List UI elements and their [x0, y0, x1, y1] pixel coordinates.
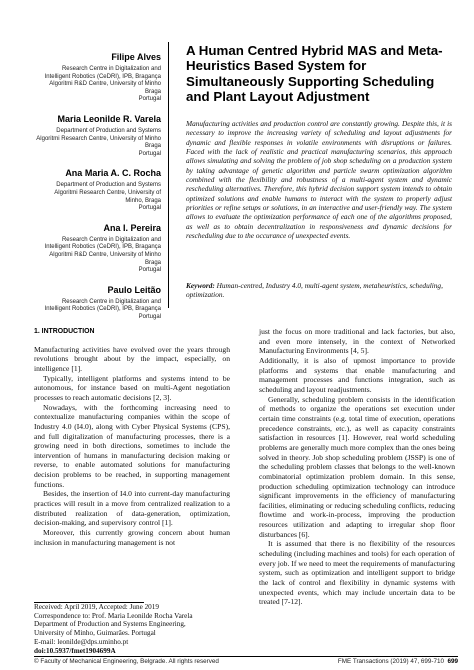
author-list	[10, 52, 161, 331]
column-divider	[168, 42, 169, 308]
paper-title: A Human Centred Hybrid MAS and Meta-Heuristics Based System for Simultaneously Supporting Scheduling and Plant Layout Adjustment	[186, 43, 443, 104]
footer-copyright: © Faculty of Mechanical Engineering, Belgrade. All rights reserved	[34, 658, 219, 665]
right-paragraphs	[259, 327, 455, 607]
author-affiliation-line: Portugal	[138, 313, 161, 320]
left-paragraphs	[34, 345, 230, 548]
author-name: Maria Leonilde R. Varela	[57, 113, 161, 124]
author-affiliation-line: Portugal	[138, 267, 161, 274]
author-block	[10, 168, 161, 212]
body-paragraph: Manufacturing activities have evolved over the years through revolutions brought about by the impact, especially, on intelligence [1].	[34, 344, 230, 373]
footnote-email: E-mail: leonilde@dps.uminho.pt	[34, 637, 129, 646]
author-affiliation-line: Department of Production and Systems	[56, 182, 161, 189]
abstract: Manufacturing activities and production control are constantly growing. Despite this, it is necessary to improve the increasing variety of scheduling and layout adjustments for dynamic and flexible responses in volatile environments with disruptions or failures. Faced with the lack of realistic and practical manufacturing scenarios, this approach allows simulating and solving the problem of job shop scheduling on a production system by taking advantage of genetic algorithm and particle swarm optimization algorithm combined with the flexibility and robustness of a multi-agent system and dynamic rescheduling alternatives. Therefore, this hybrid decision support system intends to obtain optimized solutions and enable humans to interact with the system to properly adjust priorities or refine setups or solutions, in an interactive and user-friendly way. The system allows to evaluate the optimization performance of each one of the algorithms proposed, as well as to obtain decentralization in responsiveness and dynamic decisions for rescheduling due to the occurance of unexpected events.	[186, 119, 452, 241]
keywords-text: Human-centred, Industry 4.0, multi-agent system, metaheuristics, scheduling, optimization.	[186, 281, 443, 300]
body-paragraph: Besides, the insertion of I4.0 into current-day manufacturing practices will result in a move from centralized realization to a distributed realization of data-generation, optimization, decision-making, and supervisory control [1].	[34, 489, 230, 528]
footnote-university: University of Minho, Guimarães. Portugal	[34, 629, 156, 638]
body-paragraph: just the focus on more traditional and lack factories, but also, and even more intensely, in the context of Networked Manufacturing Environments [4, 5].	[259, 327, 455, 356]
author-name: Filipe Alves	[111, 52, 161, 62]
footnote	[34, 603, 234, 655]
footnote-correspondence: Correspondence to: Prof. Maria Leonilde Rocha Varela	[34, 611, 193, 620]
footnote-received: Received: April 2019, Accepted: June 2019	[34, 603, 159, 611]
author-affiliation-line: Intelligent Robotics (CeDRI), IPB, Bragança	[44, 73, 161, 80]
section-heading: 1. INTRODUCTION	[34, 328, 95, 335]
author-affiliation-line: Algoritmi Research Centre, University of Minho	[36, 135, 161, 142]
author-affiliation-line: Research Centre in Digitalization and	[61, 66, 161, 72]
author-affiliation-line: Portugal	[138, 205, 161, 212]
author-block	[10, 52, 161, 104]
body-paragraph: It is assumed that there is no flexibility of the resources scheduling (including machines and tools) for each operation of every job. If we need to meet the requirements of manufacturing system, such as optimization and intelligent support to bridge the lack of control and flexibility in dynamic systems with unexpected events, which may include uncertain data to be treated [7-12].	[259, 539, 455, 607]
footnote-doi: doi:10.5937/fmet1904699A	[34, 646, 116, 655]
footer-journal-ref: FME Transactions (2019) 47, 699-710	[337, 658, 444, 665]
author-block	[10, 114, 161, 158]
author-affiliation-line: Portugal	[138, 96, 161, 103]
keywords	[186, 281, 452, 300]
author-affiliation-line: Intelligent Robotics (CeDRI), IPB, Bragança	[44, 244, 161, 251]
author-affiliation-line: Portugal	[138, 150, 161, 157]
keywords-label: Keyword:	[186, 281, 215, 290]
body-paragraph: Moreover, this currently growing concern about human inclusion in manufacturing management is not	[34, 528, 230, 547]
footer-journal	[338, 657, 458, 666]
author-affiliation-line: Research Centre in Digitalization and	[61, 236, 161, 243]
author-name: Paulo Leitão	[107, 284, 161, 295]
author-affiliation-line: Algoritmi R&D Centre, University of Minho	[49, 251, 161, 258]
author-affiliation-line: Braga	[144, 143, 161, 150]
author-name: Ana I. Pereira	[103, 222, 161, 233]
author-name: Ana Maria A. C. Rocha	[65, 168, 161, 179]
page-number: 699	[447, 658, 458, 665]
body-column-left	[34, 327, 230, 547]
author-affiliation-line: Braga	[144, 259, 161, 266]
author-affiliation-line: Algoritmi Research Centre, University of	[54, 189, 161, 196]
author-affiliation-line: Department of Production and Systems	[56, 127, 161, 134]
author-affiliation-line: Minho, Braga	[125, 197, 161, 204]
body-paragraph: Nowadays, with the forthcoming increasing need to contextualize manufacturing companies within the scope of Industry 4.0 (I4.0), along with Cyber Physical Systems (CPS), and full digitalization of manufacturing processes, there is a growing need in both directions, sometimes to include the intervention of humans in manufacturing decision making or reverse, to enable automated solutions for manufacturing decision problems to be reached, in supporting management functions.	[34, 402, 230, 489]
body-column-right	[259, 327, 455, 607]
author-block	[10, 223, 161, 275]
author-affiliation-line: Algoritmi R&D Centre, University of Minho	[49, 81, 161, 88]
body-paragraph: Additionally, it is also of upmost importance to provide platforms and systems that enable manufacturing and management processes and functions integration, such as scheduling and layout readjustments.	[259, 355, 455, 394]
author-affiliation-line: Intelligent Robotics (CeDRI), IPB, Bragança	[44, 306, 161, 313]
author-affiliation-line: Research Centre in Digitalization and	[61, 298, 161, 305]
body-paragraph: Typically, intelligent platforms and systems intend to be autonomous, for instance based on multi-Agent negotiation processes to reach automatic decisions [2, 3].	[34, 373, 230, 402]
author-affiliation-line: Braga	[144, 88, 161, 95]
author-block	[10, 285, 161, 322]
footnote-department: Department of Production and Systems Engineering,	[34, 620, 186, 629]
body-paragraph: Generally, scheduling problem consists in the identification of methods to organize the operations set execution under certain time constraints (e.g. total time of execution, operations precedence constraints, etc.), as well as capacity constraints satisfaction in resources [1]. However, real world scheduling problems are generally much more complex than the ones being solved in theory. Job shop scheduling problem (JSSP) is one of the scheduling problem classes that belongs to the well-known combinatorial optimization problem domain. In this sense, production scheduling optimization technology can introduce significant improvements in the efficiency of manufacturing facilities, eliminating or reducing scheduling conflicts, reducing flowtime and work-in-process, improving the production resources utilization and adapting to irregular shop floor disturbances [6].	[259, 394, 455, 539]
